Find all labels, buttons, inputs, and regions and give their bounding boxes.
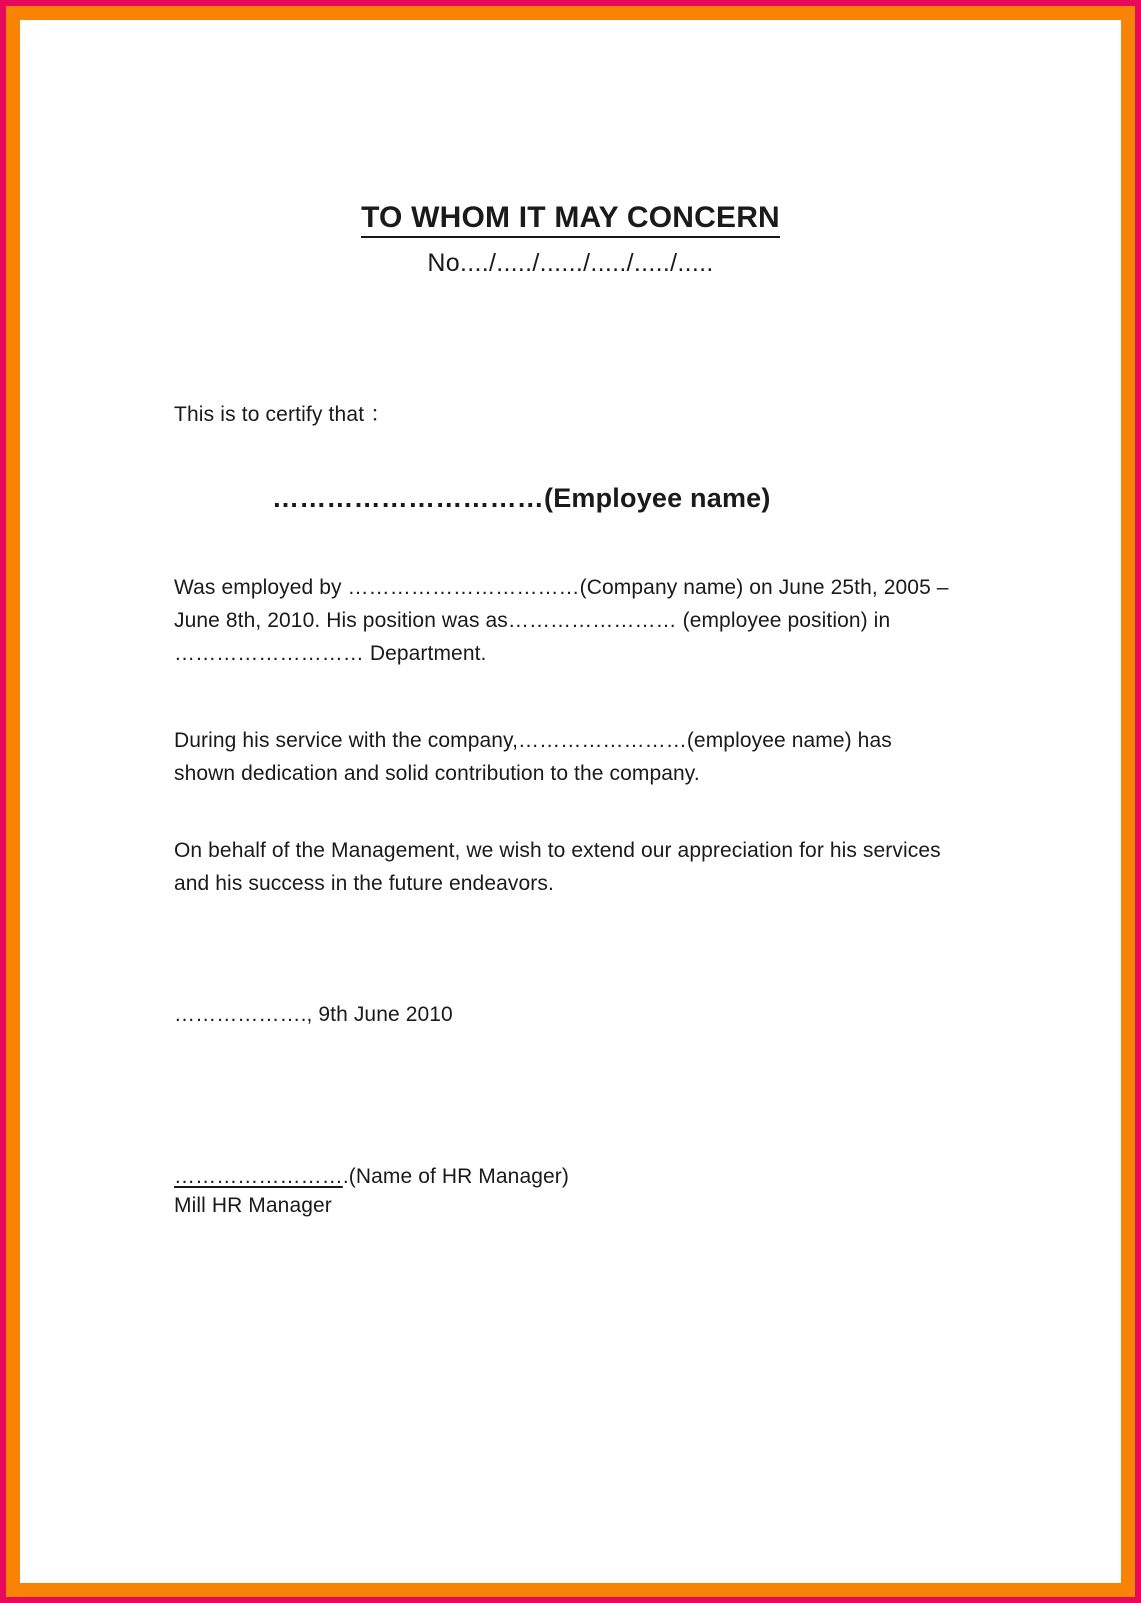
signature-role: Mill HR Manager: [174, 1194, 332, 1217]
paragraph-employment: Was employed by ……………………………(Company name) on June 25th, 2005 – June 8th, 2010. His position was as…………………… (employee position) in ……………………… Department.: [174, 576, 949, 665]
decorative-border-inner: [6, 6, 1135, 1597]
certify-intro-text: This is to certify that ：: [174, 403, 392, 426]
signature-name-placeholder: .(Name of HR Manager): [342, 1165, 569, 1188]
signature-block: [174, 1162, 569, 1220]
employee-name-field: …………………………(Employee name): [272, 483, 771, 513]
document-page: [20, 20, 1121, 1583]
page-title-text: TO WHOM IT MAY CONCERN: [361, 201, 780, 238]
page-title: [20, 201, 1121, 236]
reference-number: No..../...../....../...../...../.....: [427, 249, 714, 277]
certificate-document: [20, 20, 1121, 1583]
signature-name-row: [174, 1162, 569, 1191]
place-and-date-line: ………………., 9th June 2010: [174, 1003, 453, 1026]
paragraph-management: On behalf of the Management, we wish to extend our appreciation for his services and his success in the future endeavors.: [174, 839, 941, 895]
signature-rule: ……………………: [174, 1165, 343, 1188]
paragraph-service: During his service with the company,……………………(employee name) has shown dedication and solid contribution to the company.: [174, 729, 892, 785]
